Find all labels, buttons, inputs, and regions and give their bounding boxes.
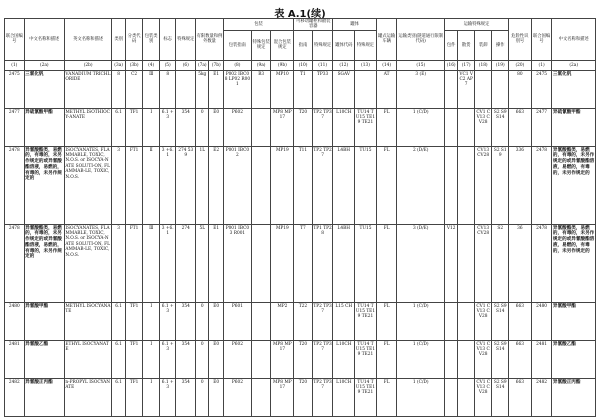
table-cell: C2	[125, 70, 143, 108]
col-header: 联合国编号	[5, 19, 25, 61]
column-number: (10)	[294, 60, 313, 70]
table-cell: E0	[209, 108, 223, 146]
column-number: (2a)	[552, 60, 596, 70]
table-row	[5, 302, 596, 340]
table-cell: 2478	[5, 146, 25, 224]
col-subheader: 指南	[294, 30, 313, 60]
table-cell: V12	[444, 224, 457, 302]
table-cell: 异氰酸酯类，易燃的，有毒的，未另作规定的或异氰酸酯溶液，易燃的，有毒的，未另作规定的	[552, 146, 596, 224]
column-number: (4)	[143, 60, 160, 70]
column-number: (17)	[458, 60, 475, 70]
col-header: 危险性识别号	[509, 19, 532, 61]
table-cell: TP33	[312, 70, 333, 108]
table-cell: FL	[376, 108, 397, 146]
table-cell: TU15	[355, 146, 377, 224]
table-cell: S2 S9 S14	[492, 302, 509, 340]
table-cell	[251, 302, 271, 340]
table-cell: 354	[176, 378, 196, 416]
table-cell: 异硫氰酸甲酯	[24, 108, 64, 146]
table-cell: 354	[176, 302, 196, 340]
table-cell: 3 (D/E)	[397, 224, 445, 302]
column-number: (2b)	[64, 60, 112, 70]
table-cell	[458, 302, 475, 340]
table-cell: P001 IBC02	[223, 146, 251, 224]
table-cell: CV1 CV13 CV28	[474, 378, 492, 416]
column-number: (7b)	[209, 60, 223, 70]
table-cell: 异氰酸酯类，易燃的，有毒的，未另作规定的或异氰酸酯溶液，易燃的，有毒的，未另作规定的	[24, 224, 64, 302]
table-cell: 663	[509, 108, 532, 146]
table-cell: TP2 TP27	[312, 146, 333, 224]
table-cell: 异氰酸甲酯	[24, 302, 64, 340]
table-cell: TP2 TP37	[312, 378, 333, 416]
table-cell	[444, 108, 457, 146]
table-cell: 1 (C/D)	[397, 108, 445, 146]
table-cell: 0	[196, 108, 209, 146]
col-header: 类别	[112, 19, 125, 61]
col-header: 联合国编号	[531, 19, 552, 61]
dangerous-goods-table	[4, 18, 596, 417]
table-cell: T20	[294, 378, 313, 416]
column-number: (16)	[444, 60, 457, 70]
table-cell: MP8 MP17	[271, 340, 294, 378]
table-cell: T1	[294, 70, 313, 108]
column-number: (18)	[474, 60, 492, 70]
table-cell: S2 S19	[492, 146, 509, 224]
table-cell: T7	[294, 224, 313, 302]
table-cell: P602	[223, 108, 251, 146]
table-row	[5, 340, 596, 378]
table-cell: 36	[509, 224, 532, 302]
col-header: 包装类别	[143, 19, 160, 61]
table-cell	[355, 70, 377, 108]
table-row	[5, 108, 596, 146]
col-subheader: 混合包装规定	[271, 30, 294, 60]
table-cell	[458, 146, 475, 224]
table-cell: L15 CH	[333, 302, 355, 340]
table-cell: 6.1	[112, 108, 125, 146]
table-cell: TF1	[125, 108, 143, 146]
table-cell: MP10	[271, 70, 294, 108]
table-cell: 6.1 +3	[159, 378, 176, 416]
table-cell: VANADIUM TRICHLORIDE	[64, 70, 112, 108]
table-cell: n-PROPYL ISOCYANATE	[64, 378, 112, 416]
column-number: (20)	[509, 60, 532, 70]
column-number: (9a)	[251, 60, 271, 70]
table-cell: S2	[492, 224, 509, 302]
column-number: (11)	[312, 60, 333, 70]
table-cell: TP2 TP37	[312, 302, 333, 340]
table-cell: 2478	[531, 146, 552, 224]
table-cell: FT1	[125, 224, 143, 302]
table-cell: 6.1 +3	[159, 108, 176, 146]
col-header: 英文名称和描述	[64, 19, 112, 61]
col-header: 运输类别(隧道通行限制代码)	[397, 19, 445, 61]
table-cell: 2481	[531, 340, 552, 378]
table-cell: 异氰酸乙酯	[24, 340, 64, 378]
table-cell: P602	[223, 340, 251, 378]
table-cell: 异氰酸甲酯	[552, 302, 596, 340]
column-number: (15)	[397, 60, 445, 70]
table-cell: SGAV	[333, 70, 355, 108]
table-cell: MP8 MP17	[271, 378, 294, 416]
table-cell: 6.1	[112, 378, 125, 416]
table-cell: 3 +6.1	[159, 146, 176, 224]
table-cell	[444, 70, 457, 108]
table-cell: E0	[209, 340, 223, 378]
table-cell: P002 IBC08 LP02 R001	[223, 70, 251, 108]
table-cell: 6.1 +3	[159, 340, 176, 378]
table-cell: Ⅰ	[143, 340, 160, 378]
table-cell	[458, 378, 475, 416]
table-cell: CV1 CV13 CV28	[474, 340, 492, 378]
table-cell: AT	[376, 70, 397, 108]
col-group-header: 罐体	[333, 19, 376, 31]
table-cell: 3	[112, 146, 125, 224]
table-cell: 8	[112, 70, 125, 108]
table-cell: P001 IBC03 R001	[223, 224, 251, 302]
table-cell: 354	[176, 340, 196, 378]
table-cell: 2477	[5, 108, 25, 146]
table-cell: S2 S9 S14	[492, 108, 509, 146]
table-cell: 663	[509, 302, 532, 340]
col-subheader: 特殊包装规定	[251, 30, 271, 60]
table-cell: TU14 TU15 TE19 TE21	[355, 378, 377, 416]
column-number: (6)	[176, 60, 196, 70]
table-cell: P602	[223, 378, 251, 416]
col-header: 标志	[159, 19, 176, 61]
table-cell: 8	[159, 70, 176, 108]
table-cell: 异氰酸酯类，易燃的，有毒的，未另作规定的或异氰酸酯溶液，易燃的，有毒的，未另作规定的	[24, 146, 64, 224]
column-number: (12)	[333, 60, 355, 70]
table-cell: 三氯化钒	[24, 70, 64, 108]
table-title: 表 A.1(续)	[274, 9, 326, 20]
table-cell: 2480	[531, 302, 552, 340]
table-cell: 2482	[5, 378, 25, 416]
table-cell	[251, 108, 271, 146]
table-cell: P601	[223, 302, 251, 340]
table-cell: 三氯化钒	[552, 70, 596, 108]
column-number: (3b)	[125, 60, 143, 70]
table-cell: MP2	[271, 302, 294, 340]
table-cell: 0	[196, 302, 209, 340]
column-number: (9b)	[271, 60, 294, 70]
col-group-header: 运输特殊规定	[444, 19, 508, 31]
table-cell: 6.1	[112, 340, 125, 378]
table-cell	[458, 108, 475, 146]
table-cell: FL	[376, 146, 397, 224]
table-cell	[458, 340, 475, 378]
table-cell: T11	[294, 146, 313, 224]
table-cell: Ⅱ	[143, 146, 160, 224]
table-cell: T20	[294, 340, 313, 378]
table-cell: 2 (D/E)	[397, 146, 445, 224]
table-cell: Ⅰ	[143, 108, 160, 146]
column-number: (3a)	[112, 60, 125, 70]
table-cell: 2475	[5, 70, 25, 108]
table-cell: TP2 TP37	[312, 340, 333, 378]
table-cell	[251, 378, 271, 416]
table-cell: 2480	[5, 302, 25, 340]
table-cell: TF1	[125, 302, 143, 340]
table-cell: T22	[294, 302, 313, 340]
table-cell: 2481	[5, 340, 25, 378]
table-cell	[251, 146, 271, 224]
col-subheader: 散货	[458, 30, 475, 60]
table-cell: E1	[209, 224, 223, 302]
table-cell: E0	[209, 378, 223, 416]
table-cell: TU14 TU15 TE19 TE21	[355, 302, 377, 340]
table-row	[5, 378, 596, 416]
table-cell	[444, 378, 457, 416]
table-cell: 3 +6.1	[159, 224, 176, 302]
col-header: 中文名称和描述	[552, 19, 596, 61]
table-cell: 1 (C/D)	[397, 340, 445, 378]
table-cell: TF1	[125, 340, 143, 378]
table-row	[5, 224, 596, 302]
table-cell: TP1 TP28	[312, 224, 333, 302]
table-cell: L10CH	[333, 378, 355, 416]
column-number: (13)	[355, 60, 377, 70]
table-cell	[251, 224, 271, 302]
table-cell: Ⅲ	[143, 70, 160, 108]
table-cell: VC1 VC2 AP7	[458, 70, 475, 108]
table-cell: 1 (C/D)	[397, 378, 445, 416]
table-row	[5, 70, 596, 108]
table-cell	[458, 224, 475, 302]
column-number-row	[5, 60, 596, 70]
table-cell: FL	[376, 224, 397, 302]
table-cell: ISOCYANATES, FLAMMABLE, TOXIC, N.O.S. or ISOCYA-NATE SOLUTI-ON, FLAMMAB-LE, TOXIC, N.O.S.	[64, 146, 112, 224]
table-cell: S2 S9 S14	[492, 340, 509, 378]
col-subheader: 包件	[444, 30, 457, 60]
col-header: 罐式运输车辆	[376, 19, 397, 61]
column-number: (1)	[5, 60, 25, 70]
table-cell: 274 539	[176, 146, 196, 224]
table-cell	[176, 70, 196, 108]
column-number: (8)	[223, 60, 251, 70]
table-cell: 3 (E)	[397, 70, 445, 108]
table-cell: TU14 TU15 TE19 TE21	[355, 340, 377, 378]
table-cell: MP19	[271, 146, 294, 224]
table-cell	[444, 302, 457, 340]
table-cell: CV13 CV28	[474, 146, 492, 224]
table-cell: 6.1	[112, 302, 125, 340]
table-cell: CV13 CV28	[474, 224, 492, 302]
column-number: (5)	[159, 60, 176, 70]
col-subheader: 操作	[492, 30, 509, 60]
table-cell: TU15	[355, 224, 377, 302]
table-cell: L4BH	[333, 224, 355, 302]
table-row	[5, 146, 596, 224]
column-number: (2a)	[24, 60, 64, 70]
table-cell: Ⅰ	[143, 302, 160, 340]
column-number: (19)	[492, 60, 509, 70]
table-cell: CV1 CV13 CV28	[474, 302, 492, 340]
table-cell: 5L	[196, 224, 209, 302]
table-cell: 2478	[5, 224, 25, 302]
table-cell: METHYL ISOTHIOCY-ANATE	[64, 108, 112, 146]
table-cell: 2477	[531, 108, 552, 146]
col-subheader: 特殊规定	[355, 30, 377, 60]
table-cell: FL	[376, 378, 397, 416]
table-cell: MP8 MP17	[271, 108, 294, 146]
table-cell: T20	[294, 108, 313, 146]
table-cell: 异氰酸酯类，易燃的，有毒的，未另作规定的或异氰酸酯溶液，易燃的，有毒的，未另作规定的	[552, 224, 596, 302]
table-cell: 354	[176, 108, 196, 146]
col-header: 分类代码	[125, 19, 143, 61]
table-cell: Ⅰ	[143, 378, 160, 416]
table-cell: 336	[509, 146, 532, 224]
table-cell: 2478	[531, 224, 552, 302]
table-cell: 6.1 +3	[159, 302, 176, 340]
col-header: 有限数量和例外数量	[196, 19, 224, 61]
table-cell: FL	[376, 340, 397, 378]
col-subheader: 罐体代码	[333, 30, 355, 60]
table-cell: FT1	[125, 146, 143, 224]
table-cell: L10CH	[333, 340, 355, 378]
table-cell: Ⅲ	[143, 224, 160, 302]
table-cell: 0	[196, 340, 209, 378]
col-header: 特殊规定	[176, 19, 196, 61]
table-cell: 异氰酸乙酯	[552, 340, 596, 378]
table-cell: 异氰酸正丙酯	[552, 378, 596, 416]
table-cell: 异氰酸正丙酯	[24, 378, 64, 416]
table-cell: L4BH	[333, 146, 355, 224]
table-cell: 3	[112, 224, 125, 302]
table-cell	[444, 146, 457, 224]
table-cell: TF1	[125, 378, 143, 416]
table-cell	[251, 340, 271, 378]
col-group-header: 包装	[223, 19, 293, 31]
table-cell: 2475	[531, 70, 552, 108]
column-number: (14)	[376, 60, 397, 70]
column-number: (1)	[531, 60, 552, 70]
col-header: 中文名称和描述	[24, 19, 64, 61]
table-cell	[444, 340, 457, 378]
table-cell: L10CH	[333, 108, 355, 146]
table-cell: E0	[209, 302, 223, 340]
table-cell: E1	[209, 70, 223, 108]
table-cell: B3	[251, 70, 271, 108]
table-cell	[474, 70, 492, 108]
table-cell: 2482	[531, 378, 552, 416]
table-cell: 663	[509, 340, 532, 378]
column-number: (7a)	[196, 60, 209, 70]
table-cell: TU14 TU15 TE19 TE21	[355, 108, 377, 146]
col-subheader: 包装指南	[223, 30, 251, 60]
table-cell: 0	[196, 378, 209, 416]
table-cell: FL	[376, 302, 397, 340]
table-cell: 663	[509, 378, 532, 416]
table-cell: 1 (C/D)	[397, 302, 445, 340]
table-cell: 274	[176, 224, 196, 302]
col-subheader: 特殊规定	[312, 30, 333, 60]
col-subheader: 装卸	[474, 30, 492, 60]
table-cell: 80	[509, 70, 532, 108]
table-cell: S2 S9 S14	[492, 378, 509, 416]
table-cell	[492, 70, 509, 108]
col-group-header: 可移动罐柜和散装容器	[294, 19, 333, 31]
table-cell: 1L	[196, 146, 209, 224]
table-cell: E2	[209, 146, 223, 224]
table-cell: TP2 TP37	[312, 108, 333, 146]
table-cell: CV1 CV13 CV28	[474, 108, 492, 146]
table-cell: 异硫氰酸甲酯	[552, 108, 596, 146]
table-cell: ISOCYANATES, FLAMMABLE, TOXIC, N.O.S. or ISOCYA-NATE SOLUTI-ON, FLAMMAB-LE, TOXIC, N.O.S.	[64, 224, 112, 302]
table-cell: ETHYL ISOCYANATE	[64, 340, 112, 378]
table-cell: MP19	[271, 224, 294, 302]
table-cell: METHYL ISOCYANATE	[64, 302, 112, 340]
table-cell: 5kg	[196, 70, 209, 108]
